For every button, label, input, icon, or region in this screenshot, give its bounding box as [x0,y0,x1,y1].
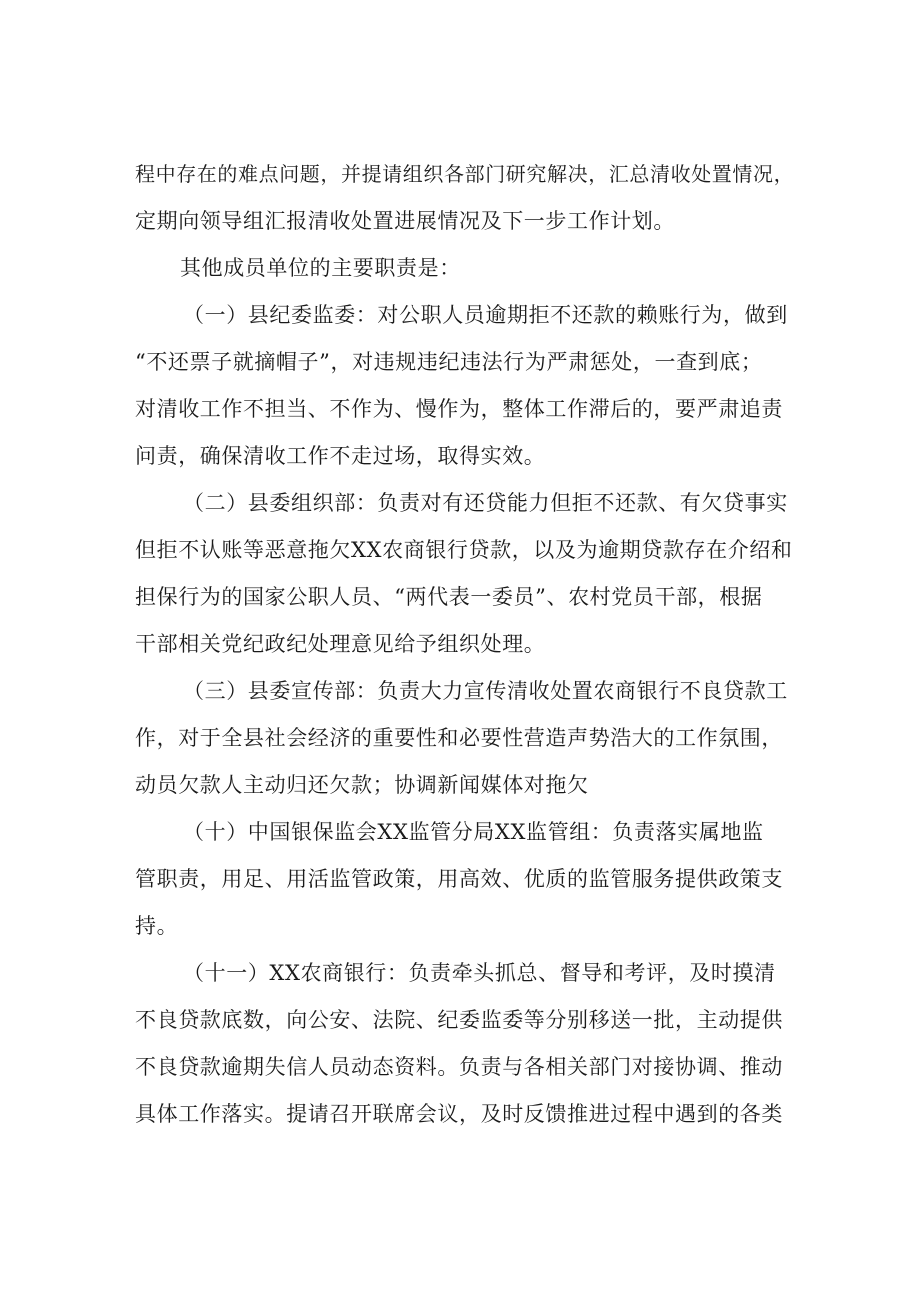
paragraph-item-1-line-3: 对清收工作不担当、不作为、慢作为，整体工作滞后的，要严肃追责 [135,397,783,421]
paragraph-intro-line-1: 其他成员单位的主要职责是： [180,256,461,280]
paragraph-item-1-line-1: （一）县纪委监委：对公职人员逾期拒不还款的赖账行为，做到 [183,303,788,327]
paragraph-continuation-line-1: 程中存在的难点问题，并提请组织各部门研究解决，汇总清收处置情况， [135,162,795,186]
paragraph-item-11-line-1: （十一）XX农商银行：负责牵头抓总、督导和考评，及时摸清 [183,961,776,985]
paragraph-item-2-line-1: （二）县委组织部：负责对有还贷能力但拒不还款、有欠贷事实 [183,491,788,515]
paragraph-item-2-line-3: 担保行为的国家公职人员、“两代表一委员”、农村党员干部，根据 [135,585,763,609]
paragraph-item-3-line-3: 动员欠款人主动归还欠款；协调新闻媒体对拖欠 [135,773,589,797]
paragraph-item-11-line-3: 不良贷款逾期失信人员动态资料。负责与各相关部门对接协调、推动 [135,1055,783,1079]
paragraph-item-2-line-2: 但拒不认账等恶意拖欠XX农商银行贷款，以及为逾期贷款存在介绍和 [135,538,793,562]
paragraph-item-10-line-3: 持。 [135,914,179,938]
paragraph-item-10-line-2: 管职责，用足、用活监管政策，用高效、优质的监管服务提供政策支 [135,867,783,891]
paragraph-item-2-line-4: 干部相关党纪政纪处理意见给予组织处理。 [135,632,546,656]
paragraph-item-3-line-2: 作，对于全县社会经济的重要性和必要性营造声势浩大的工作氛围， [135,726,783,750]
paragraph-item-1-line-2: “不还票子就摘帽子”，对违规违纪违法行为严肃惩处，一查到底； [135,350,763,374]
paragraph-continuation-line-2: 定期向领导组汇报清收处置进展情况及下一步工作计划。 [135,209,675,233]
paragraph-item-10-line-1: （十）中国银保监会XX监管分局XX监管组：负责落实属地监 [183,820,764,844]
paragraph-item-3-line-1: （三）县委宣传部：负责大力宣传清收处置农商银行不良贷款工 [183,679,788,703]
paragraph-item-11-line-4: 具体工作落实。提请召开联席会议，及时反馈推进过程中遇到的各类 [135,1102,783,1126]
paragraph-item-1-line-4: 问责，确保清收工作不走过场，取得实效。 [135,444,546,468]
paragraph-item-11-line-2: 不良贷款底数，向公安、法院、纪委监委等分别移送一批，主动提供 [135,1008,783,1032]
